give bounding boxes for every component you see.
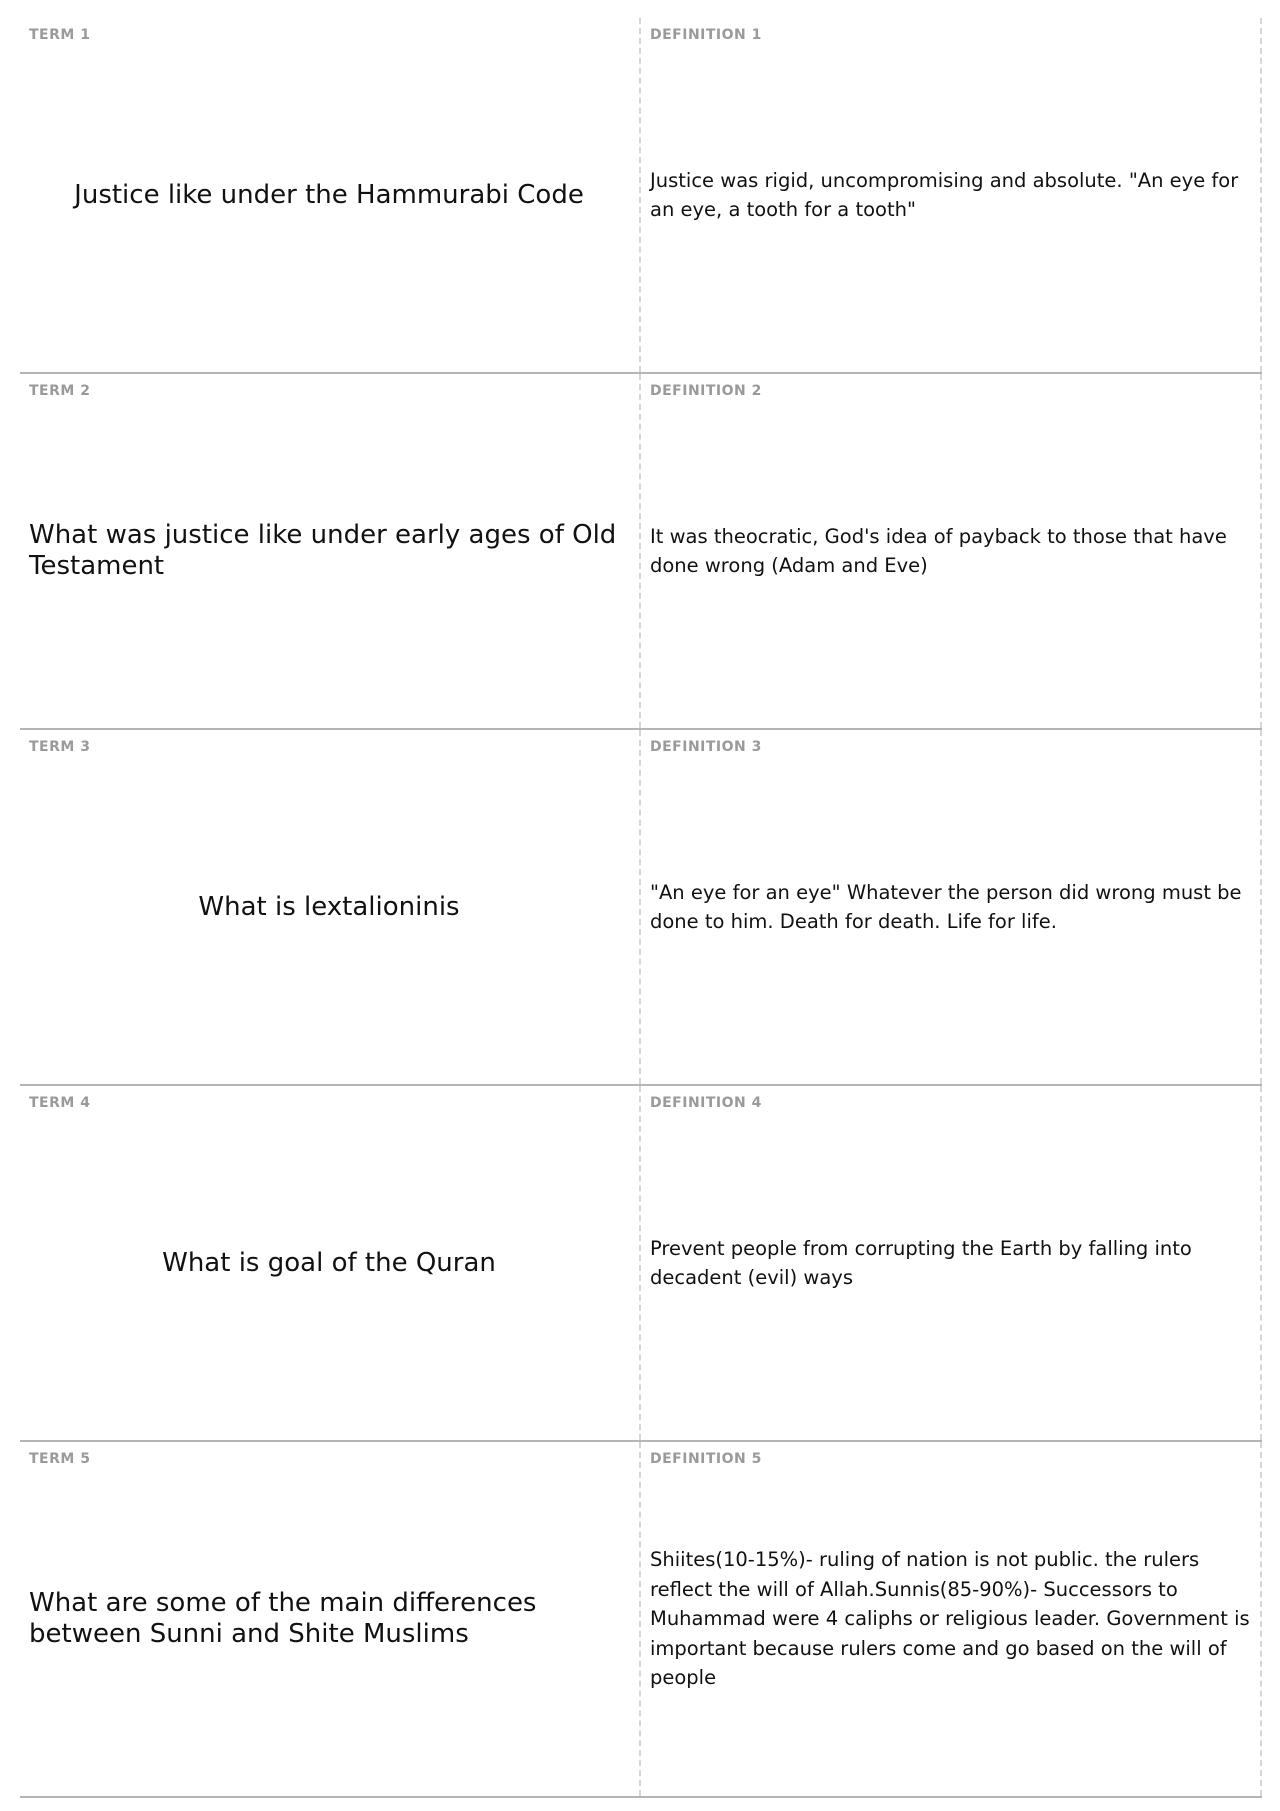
definition-body-1 [650,18,1250,372]
term-label-3: TERM 3 [29,739,91,755]
definition-cell-5 [641,1442,1262,1796]
definition-cell-3 [641,730,1262,1084]
term-text-3: What is lextalioninis [198,891,460,922]
definition-cell-2 [641,374,1262,728]
card-row-1 [20,18,1262,374]
term-text-2: What was justice like under early ages of Old Testament [29,520,617,581]
term-text-5: What are some of the main differences between Sunni and Shite Muslims [29,1588,537,1649]
card-row-5 [20,1442,1262,1798]
definition-label-2: DEFINITION 2 [650,383,762,399]
card-row-4 [20,1086,1262,1442]
term-body-3 [29,730,629,1084]
term-cell-4 [20,1086,641,1440]
term-body-5 [29,1442,629,1796]
definition-label-5: DEFINITION 5 [650,1451,762,1467]
definition-cell-1 [641,18,1262,372]
definition-text-4: Prevent people from corrupting the Earth by falling into decadent (evil) ways [650,1236,1192,1289]
definition-text-1: Justice was rigid, uncompromising and absolute. "An eye for an eye, a tooth for a tooth" [650,168,1239,221]
term-label-1: TERM 1 [29,27,91,43]
term-body-2 [29,374,629,728]
term-label-2: TERM 2 [29,383,91,399]
definition-body-5 [650,1442,1250,1796]
card-row-2 [20,374,1262,730]
term-body-1 [29,18,629,372]
definition-label-3: DEFINITION 3 [650,739,762,755]
definition-text-5: Shiites(10-15%)- ruling of nation is not public. the rulers reflect the will of Allah.Sunnis(85-90%)- Successors to Muhammad were 4 caliphs or religious leader. Government is important because rulers come and go based on the will of people [650,1548,1250,1690]
term-body-4 [29,1086,629,1440]
definition-text-3: "An eye for an eye" Whatever the person did wrong must be done to him. Death for death. Life for life. [650,880,1242,933]
term-label-4: TERM 4 [29,1095,91,1111]
term-cell-2 [20,374,641,728]
flashcard-sheet [20,18,1262,1798]
term-text-4: What is goal of the Quran [162,1247,496,1278]
definition-text-2: It was theocratic, God's idea of payback to those that have done wrong (Adam and Eve) [650,524,1227,577]
term-label-5: TERM 5 [29,1451,91,1467]
term-cell-3 [20,730,641,1084]
term-cell-1 [20,18,641,372]
term-text-1: Justice like under the Hammurabi Code [74,179,584,210]
term-cell-5 [20,1442,641,1796]
card-row-3 [20,730,1262,1086]
definition-body-3 [650,730,1250,1084]
definition-label-1: DEFINITION 1 [650,27,762,43]
definition-body-2 [650,374,1250,728]
definition-cell-4 [641,1086,1262,1440]
definition-body-4 [650,1086,1250,1440]
definition-label-4: DEFINITION 4 [650,1095,762,1111]
